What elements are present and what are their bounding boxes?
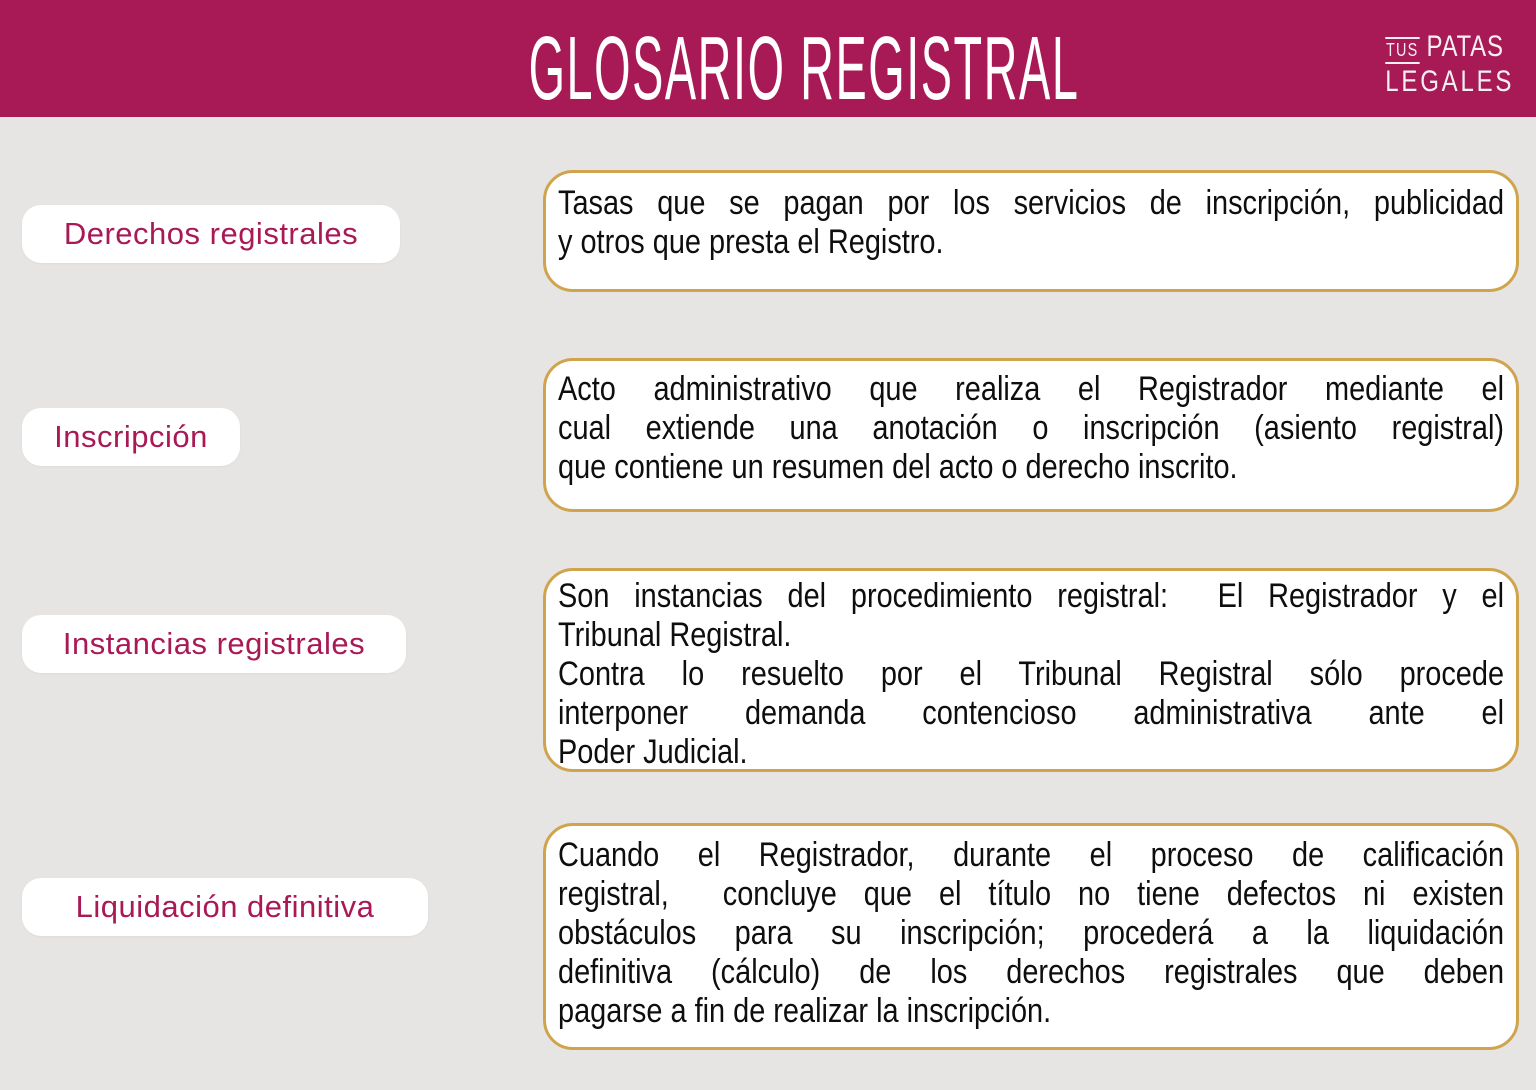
definition-text — [558, 184, 1504, 262]
definition-line: Contra lo resuelto por el Tribunal Registral sólo procede — [558, 655, 1505, 693]
definition-line: interponer demanda contencioso administrativa ante el — [558, 694, 1505, 732]
definition-line: obstáculos para su inscripción; procederá a la liquidación — [558, 914, 1505, 952]
brand-logo-tus: TUS — [1385, 37, 1419, 64]
definition-text — [558, 370, 1504, 487]
term-label: Inscripción — [54, 419, 208, 454]
brand-logo-patas: PATAS — [1426, 30, 1504, 63]
brand-logo — [1385, 32, 1514, 97]
term-pill-liquidacion-definitiva — [22, 878, 428, 936]
definition-line: y otros que presta el Registro. — [558, 223, 944, 261]
definition-line: definitiva (cálculo) de los derechos registrales que deben — [558, 953, 1505, 991]
page-title: GLOSARIO REGISTRAL — [528, 19, 1080, 119]
term-label: Instancias registrales — [62, 626, 366, 661]
brand-logo-row1 — [1385, 32, 1514, 64]
header-bar — [0, 0, 1536, 117]
definition-line: pagarse a fin de realizar la inscripción. — [558, 992, 1052, 1030]
term-pill-derechos-registrales — [22, 205, 400, 263]
definition-line: Son instancias del procedimiento registral: El Registrador y el — [558, 577, 1505, 615]
definition-line: que contiene un resumen del acto o derecho inscrito. — [558, 448, 1238, 486]
definition-line: registral, concluye que el título no tiene defectos ni existen — [558, 875, 1505, 913]
definition-box-liquidacion-definitiva — [543, 823, 1519, 1050]
definition-line: Cuando el Registrador, durante el proceso de calificación — [558, 836, 1505, 874]
definition-line: Tribunal Registral. — [558, 616, 792, 654]
definition-text — [558, 836, 1504, 1031]
term-label: Derechos registrales — [63, 216, 359, 251]
brand-logo-legales: LEGALES — [1385, 65, 1514, 98]
definition-box-inscripcion — [543, 358, 1519, 512]
definition-line: Acto administrativo que realiza el Registrador mediante el — [558, 370, 1505, 408]
definition-line: cual extiende una anotación o inscripción (asiento registral) — [558, 409, 1505, 447]
term-label: Liquidación definitiva — [75, 889, 375, 924]
definition-text — [558, 577, 1504, 772]
definition-box-derechos-registrales — [543, 170, 1519, 292]
term-pill-inscripcion — [22, 408, 240, 466]
term-pill-instancias-registrales — [22, 615, 406, 673]
definition-line: Tasas que se pagan por los servicios de inscripción, publicidad — [558, 184, 1505, 222]
definition-line: Poder Judicial. — [558, 733, 748, 771]
definition-box-instancias-registrales — [543, 568, 1519, 772]
